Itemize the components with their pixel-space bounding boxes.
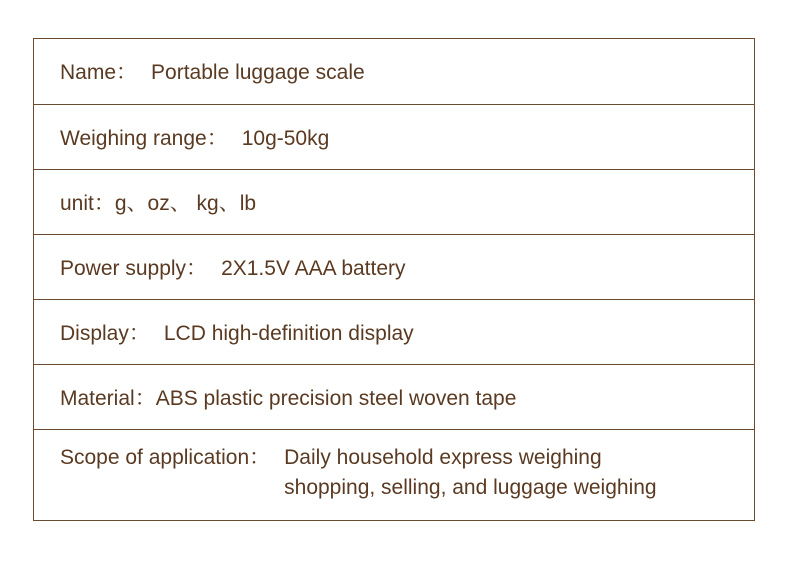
spec-value: 10g-50kg — [241, 127, 330, 150]
spec-value: ABS plastic precision steel woven tape — [155, 387, 517, 410]
spec-table — [33, 38, 755, 521]
spec-row-power-supply — [34, 234, 754, 299]
spec-label: Power supply： — [60, 257, 208, 280]
spec-value-line: shopping, selling, and luggage weighing — [284, 476, 657, 499]
spec-label: Name： — [60, 61, 138, 84]
spec-label: Scope of application： — [60, 446, 271, 469]
spec-label: unit： — [60, 192, 115, 215]
spec-label: Weighing range： — [60, 127, 228, 150]
spec-row-weighing-range — [34, 104, 754, 169]
spec-label: Material： — [60, 387, 156, 410]
spec-row-unit — [34, 169, 754, 234]
spec-label: Display： — [60, 322, 150, 345]
spec-row-scope-of-application — [34, 429, 754, 520]
spec-value: Portable luggage scale — [151, 61, 365, 84]
spec-value: g、oz、 kg、lb — [114, 192, 257, 215]
spec-row-material — [34, 364, 754, 429]
spec-value: LCD high-definition display — [163, 322, 414, 345]
spec-row-display — [34, 299, 754, 364]
spec-value-line: Daily household express weighing — [284, 446, 602, 469]
spec-value: 2X1.5V AAA battery — [221, 257, 406, 280]
spec-row-name — [34, 39, 754, 104]
spec-value-multiline — [284, 443, 656, 503]
